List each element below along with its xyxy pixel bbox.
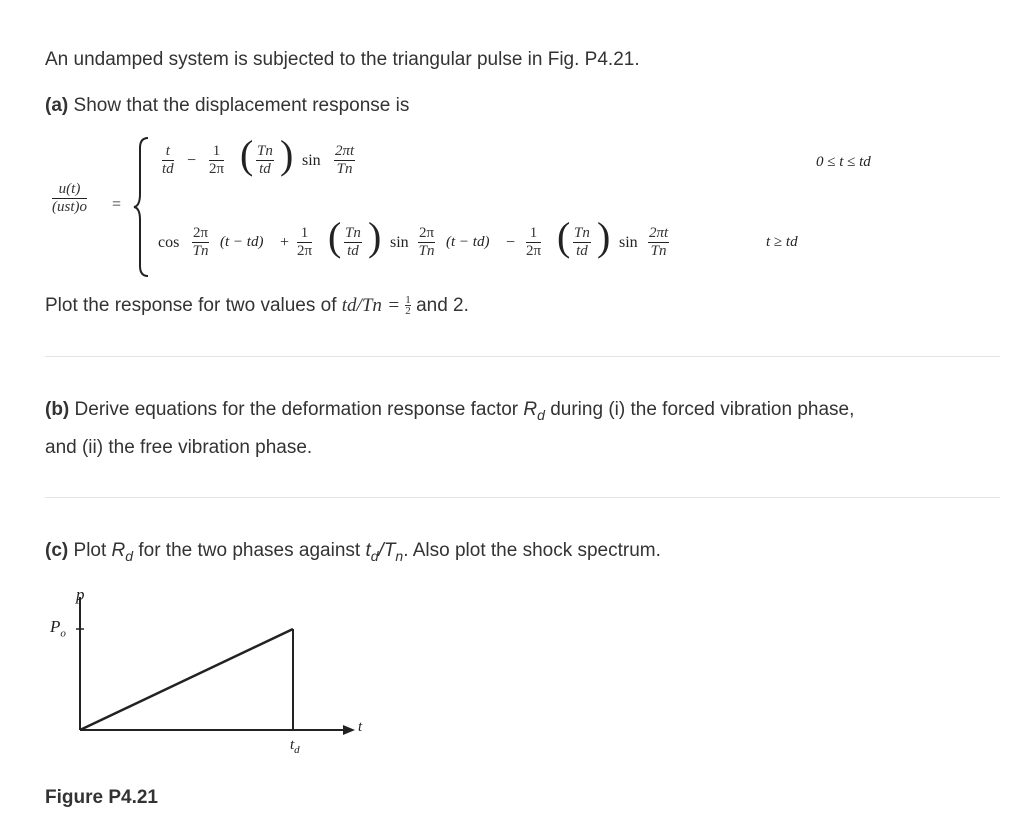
half-den: 2 [405, 305, 411, 318]
intro-text: An undamped system is subjected to the triangular pulse in Fig. P4.21. [45, 49, 640, 70]
r1-one: 1 [209, 144, 224, 161]
r1-frac-2pit-over-Tn [334, 144, 355, 177]
r2-frac-2pi-over-Tn-b [418, 226, 435, 259]
part-c-text-b: for the two phases against [138, 540, 361, 561]
r2-paren-close-b: ) [597, 214, 611, 259]
r2-td: td [347, 243, 359, 259]
part-c-slash: / [378, 540, 384, 561]
p-axis-label: p [76, 585, 85, 604]
r2-Tn: Tn [192, 243, 209, 259]
td-letter: t [290, 737, 295, 753]
part-c-T: T [383, 540, 396, 561]
r1-2pi: 2π [209, 161, 225, 177]
r2-shift-1: (t − td) [220, 234, 264, 250]
r1-t: t [162, 144, 174, 161]
divider-2 [45, 497, 1000, 498]
r1-sin: sin [302, 152, 321, 169]
r2-frac-2pit-over-Tn [648, 226, 669, 259]
part-b-label: (b) [45, 399, 70, 420]
td-subscript: d [294, 744, 300, 756]
po-letter: P [50, 617, 61, 636]
r1-td: td [162, 161, 174, 177]
part-c-text-a: Plot [73, 540, 107, 561]
r1-td2: td [259, 161, 271, 177]
lhs-denominator: (ust)o [52, 199, 87, 215]
part-a [45, 94, 409, 118]
r1-Tn: Tn [257, 143, 273, 159]
r1-frac-1-over-2pi [209, 144, 224, 177]
pulse-graph [40, 585, 380, 765]
part-a-text: Show that the displacement response is [73, 95, 410, 116]
t-axis-arrow [343, 725, 355, 735]
r2-2pi-c: 2π [419, 225, 435, 241]
half-fraction [405, 295, 411, 316]
r2-minus: − [506, 234, 516, 251]
r2-paren-close: ) [368, 214, 382, 259]
po-label [50, 617, 66, 639]
r2-Tn-b: Tn [345, 225, 361, 241]
r2-frac-1-over-2pi-b [526, 226, 541, 259]
r2-cos: cos [158, 234, 180, 251]
case2-condition: t ≥ td [766, 234, 798, 250]
part-c-t: t [365, 540, 371, 561]
figure-caption: Figure P4.21 [45, 787, 158, 808]
r1-paren-close: ) [280, 132, 294, 177]
part-b-line1 [45, 398, 854, 422]
r2-2pi: 2π [193, 225, 209, 241]
r1-frac-Tn-over-td [256, 144, 274, 177]
r2-frac-Tn-over-td-b [573, 226, 591, 259]
r2-paren-open-b: ( [557, 214, 571, 259]
plot-suffix: and 2. [416, 295, 469, 316]
lhs-fraction [52, 182, 87, 215]
r2-2pit: 2πt [649, 225, 669, 241]
plot-eq: = [387, 295, 401, 316]
r2-paren-open: ( [328, 214, 342, 259]
r2-frac-2pi-over-Tn [192, 226, 209, 259]
plot-response-text [45, 294, 469, 318]
plot-ratio: td/Tn [341, 295, 382, 316]
r2-sin-b: sin [619, 234, 638, 251]
part-c-t-sub: d [370, 548, 379, 564]
r2-2pi-b: 2π [297, 243, 313, 259]
part-c [45, 539, 661, 563]
equals-sign: = [112, 196, 122, 213]
divider-1 [45, 356, 1000, 357]
r2-shift-2: (t − td) [446, 234, 490, 250]
r1-Tn2: Tn [336, 161, 353, 177]
r2-Tn-e: Tn [650, 243, 667, 259]
r1-minus: − [187, 152, 197, 169]
triangular-pulse-figure [40, 585, 380, 765]
part-b-Rd-sub: d [537, 407, 545, 423]
r2-Tn-c: Tn [418, 243, 435, 259]
r1-frac-t-over-td [162, 144, 174, 177]
r2-one-b: 1 [526, 226, 541, 243]
r2-frac-Tn-over-td [344, 226, 362, 259]
part-b-text-a: Derive equations for the deformation response factor [74, 399, 519, 420]
left-brace [132, 136, 152, 278]
r2-sin: sin [390, 234, 409, 251]
part-c-label: (c) [45, 540, 69, 561]
r2-Tn-d: Tn [574, 225, 590, 241]
lhs-numerator: u(t) [52, 182, 87, 199]
displacement-equation [0, 130, 1024, 280]
td-label [290, 737, 300, 756]
r2-td-b: td [576, 243, 588, 259]
r1-2pit: 2πt [335, 143, 355, 159]
part-b-line2: and (ii) the free vibration phase. [45, 437, 313, 458]
r2-one: 1 [297, 226, 312, 243]
part-c-text-c: . Also plot the shock spectrum. [403, 540, 661, 561]
r2-frac-1-over-2pi [297, 226, 312, 259]
r2-plus: + [280, 234, 290, 251]
part-c-T-sub: n [395, 548, 404, 564]
part-c-Rd: R [111, 540, 126, 561]
plot-prefix: Plot the response for two values of [45, 295, 337, 316]
part-c-Rd-sub: d [125, 548, 134, 564]
po-subscript: o [60, 627, 66, 640]
r1-paren-open: ( [240, 132, 254, 177]
part-b-text-b: during (i) the forced vibration phase, [550, 399, 855, 420]
part-b-Rd: R [523, 399, 538, 420]
pulse-ramp [80, 629, 293, 730]
case1-condition: 0 ≤ t ≤ td [816, 154, 871, 170]
half-num: 1 [405, 294, 411, 307]
t-axis-label: t [358, 719, 363, 735]
r2-2pi-d: 2π [526, 243, 542, 259]
part-a-label: (a) [45, 95, 69, 116]
